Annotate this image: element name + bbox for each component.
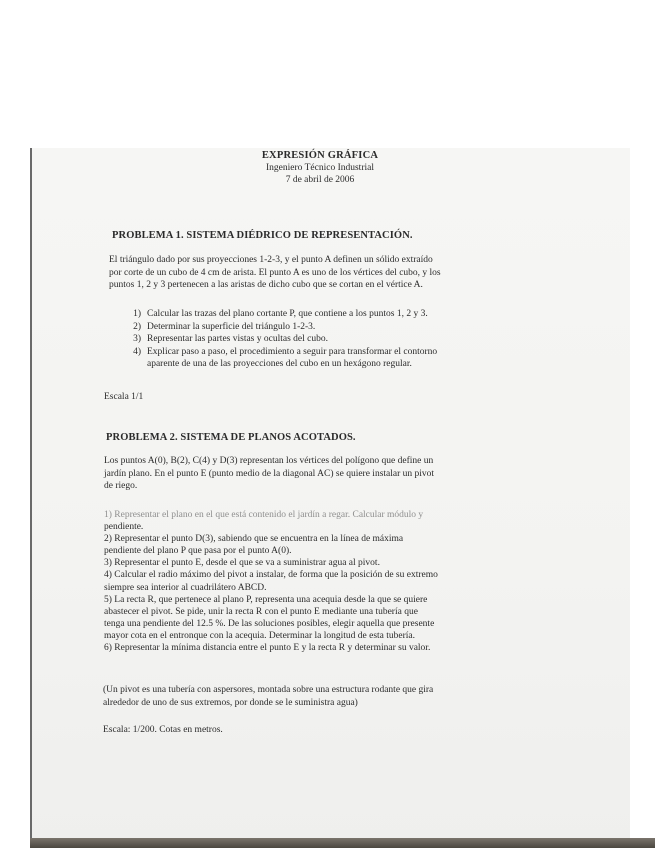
problem1-intro-line: puntos 1, 2 y 3 pertenecen a las aristas de dicho cubo que se cortan en el vértice A. [109,280,423,290]
problem2-intro-line: jardín plano. En el punto E (punto medio de la diagonal AC) se quiere instalar un pivot [104,468,435,479]
task-number: 1) [133,309,141,319]
problem1-task-list [115,308,525,371]
task-number: 2) [133,321,141,332]
exam-header [220,149,420,186]
problem2-title: PROBLEMA 2. SISTEMA DE PLANOS ACOTADOS. [106,432,356,443]
problem1-task [115,346,525,359]
problem2-task-line: tenga una pendiente del 12.5 %. De las soluciones posibles, elegir aquella que presente [104,618,435,629]
problem1-intro-line: por corte de un cubo de 4 cm de arista. El punto A es uno de los vértices del cubo, y los [109,267,441,278]
problem2-note [103,684,433,709]
problem2-task-line: 2) Representar el punto D(3), sabiendo que se encuentra en la línea de máxima [104,534,404,545]
problem2-task-line: 6) Representar la mínima distancia entre el punto E y la recta R y determinar su valor. [104,643,431,654]
problem2-task-list [104,509,524,654]
task-number: 4) [133,346,141,357]
problem2-task-line: 1) Representar el plano en el que está contenido el jardín a regar. Calcular módulo y [104,510,424,520]
task-text: Explicar paso a paso, el procedimiento a seguir para transformar el contorno [147,346,438,357]
problem2-note-line: alrededor de uno de sus extremos, por donde se le suministra agua) [103,697,358,708]
course-title: EXPRESIÓN GRÁFICA [261,150,379,161]
problem2-intro-line: de riego. [104,481,138,491]
degree-name: Ingeniero Técnico Industrial [266,163,374,173]
problem1-title: PROBLEMA 1. SISTEMA DIÉDRICO DE REPRESENTACIÓN. [112,230,413,241]
problem1-scale: Escala 1/1 [104,392,144,402]
problem2-intro [104,455,434,493]
problem2-task-line: 5) La recta R, que pertenece al plano P, representa una acequia desde la que se quiere [104,594,428,605]
problem1-task [115,308,525,321]
problem2-note-line: (Un pivot es una tubería con aspersores, montada sobre una estructura rodante que gira [103,685,434,695]
task-text: Representar las partes vistas y ocultas del cubo. [147,334,328,345]
problem2-task-line: 4) Calcular el radio máximo del pivot a instalar, de forma que la posición de su extremo [104,570,438,581]
task-text: Determinar la superficie del triángulo 1-2-3. [147,321,316,332]
problem2-scale: Escala: 1/200. Cotas en metros. [103,725,223,735]
problem2-task-line: pendiente del plano P que pasa por el punto A(0). [104,546,292,557]
problem1-task [115,321,525,334]
problem2-task-line: 3) Representar el punto E, desde el que se va a suministrar agua al pivot. [104,558,380,569]
problem2-intro-line: Los puntos A(0), B(2), C(4) y D(3) representan los vértices del polígono que define un [104,456,434,466]
problem1-intro [109,254,441,292]
task-text: Calcular las trazas del plano cortante P, que contiene a los puntos 1, 2 y 3. [147,309,428,319]
exam-date: 7 de abril de 2006 [285,175,355,185]
task-text: aparente de una de las proyecciones del cubo en un hexágono regular. [147,359,412,370]
problem1-task [115,333,525,346]
problem1-task-continuation [115,358,525,371]
problem2-task-line: mayor cota en el entronque con la acequia. Determinar la longitud de esta tubería. [104,630,415,641]
problem2-task-line: abastecer el pivot. Se pide, unir la recta R con el punto E mediante una tubería que [104,606,418,617]
paper-left-edge [30,148,32,848]
problem2-task-line: pendiente. [104,522,144,533]
task-number: 3) [133,334,141,345]
problem1-intro-line: El triángulo dado por sus proyecciones 1-2-3, y el punto A definen un sólido extraído [109,255,433,265]
paper-bottom-edge [30,838,655,848]
paper-sheet [30,148,630,848]
problem2-task-line: siempre sea interior al cuadrilátero ABCD. [104,582,267,593]
